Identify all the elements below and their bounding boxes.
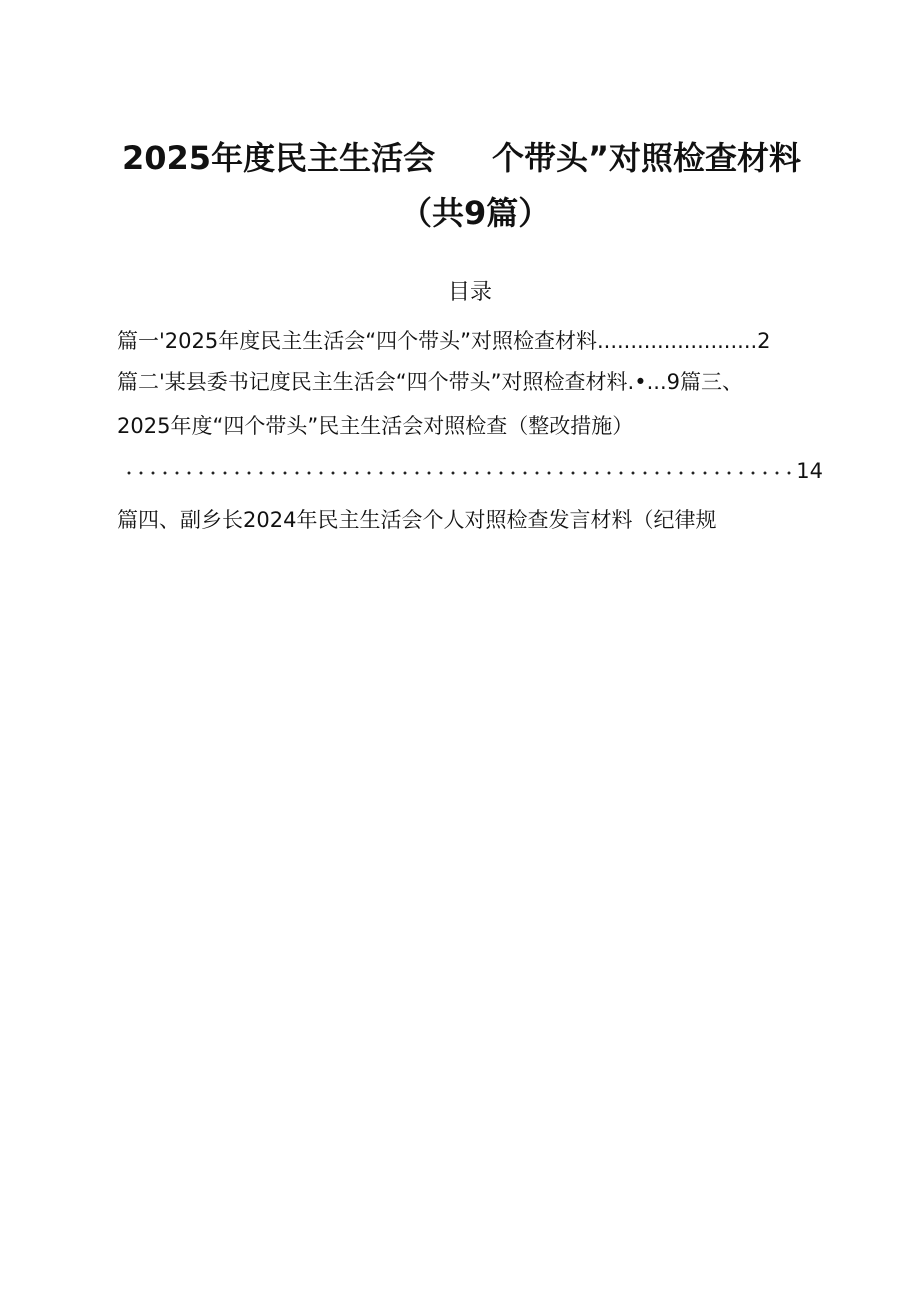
toc-page-number: 14: [796, 459, 823, 483]
document-title-part2: 个带头”对照检查材料: [492, 139, 802, 177]
toc-heading: 目录: [448, 280, 493, 305]
toc-entry-2: 篇二'某县委书记度民主生活会“四个带头”对照检查材料.•...9篇三、: [117, 370, 743, 394]
document-title-count: （共9篇）: [400, 194, 551, 232]
toc-entry-1: 篇一'2025年度民主生活会“四个带头”对照检查材料........................2: [117, 329, 771, 353]
toc-leader-dots: [123, 471, 791, 475]
toc-entry-4: 篇四、副乡长2024年民主生活会个人对照检查发言材料（纪律规: [117, 508, 717, 532]
toc-leader-line: [123, 457, 823, 485]
toc-entry-3: 2025年度“四个带头”民主生活会对照检查（整改措施）: [117, 414, 634, 438]
document-title-part1: 2025年度民主生活会: [122, 139, 436, 177]
